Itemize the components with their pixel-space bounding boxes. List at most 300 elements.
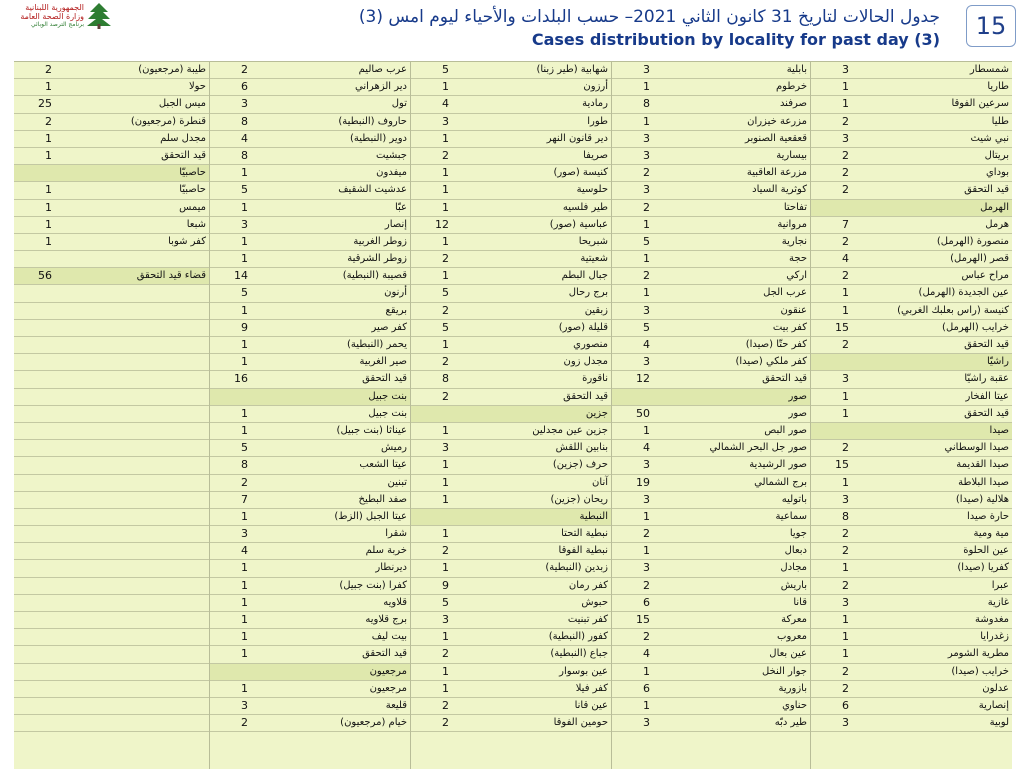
case-count [210, 664, 251, 680]
case-count: 3 [241, 698, 248, 712]
locality-name: جوار النخل [761, 665, 807, 677]
table-row [612, 79, 810, 96]
table-row [612, 234, 810, 251]
table-row [811, 595, 1012, 612]
case-count: 8 [643, 97, 650, 111]
locality-name: صيدا الوسطاني [944, 442, 1009, 454]
case-count: 2 [842, 441, 849, 455]
table-row [612, 423, 810, 440]
locality-name: قيد التحقق [161, 149, 206, 161]
locality-name: ريحان (جزين) [550, 493, 608, 505]
case-count: 16 [234, 372, 248, 386]
table-row [411, 337, 611, 354]
case-count: 3 [842, 372, 849, 386]
table-row [210, 560, 410, 577]
case-count: 1 [643, 114, 650, 128]
table-row [210, 337, 410, 354]
case-count: 3 [842, 716, 849, 730]
table-row [210, 371, 410, 388]
empty-row [14, 320, 209, 337]
locality-name: خرايب (صيدا) [951, 665, 1009, 677]
table-row [612, 578, 810, 595]
table-column [14, 62, 209, 769]
table-row [411, 595, 611, 612]
locality-name: جبشيت [376, 149, 407, 161]
locality-name: مجدل زون [563, 356, 608, 368]
locality-name: عين قانا [574, 699, 608, 711]
table-row [411, 234, 611, 251]
case-count: 8 [442, 372, 449, 386]
empty-row [14, 509, 209, 526]
table-row [411, 715, 611, 732]
case-count: 2 [842, 269, 849, 283]
case-count: 12 [636, 372, 650, 386]
locality-name: شقرا [385, 528, 407, 540]
locality-name: غازية [987, 596, 1009, 608]
table-row [612, 406, 810, 423]
table-row [811, 371, 1012, 388]
case-count: 3 [643, 63, 650, 76]
case-count: 2 [842, 527, 849, 541]
case-count: 4 [643, 338, 650, 351]
locality-name: قصيبة (النبطية) [342, 270, 407, 282]
table-row [612, 285, 810, 302]
case-count: 1 [842, 475, 849, 489]
locality-name: عقبة راشيّا [964, 373, 1009, 385]
table-row [612, 629, 810, 646]
case-count: 1 [442, 630, 449, 644]
locality-name: كفريا (صيدا) [957, 562, 1009, 574]
case-count: 2 [442, 303, 449, 317]
locality-name: باتوليه [781, 493, 807, 505]
table-row [411, 182, 611, 199]
locality-name: عرب الجل [763, 287, 807, 299]
title-english: Cases distribution by locality for past day (3) [531, 30, 940, 49]
locality-name: تول [391, 98, 407, 110]
locality-name: بريتال [984, 149, 1009, 161]
table-row [14, 79, 209, 96]
table-column [810, 62, 1012, 769]
case-count: 3 [643, 716, 650, 730]
case-count: 1 [442, 234, 449, 248]
table-row [612, 526, 810, 543]
district-header-row [811, 423, 1012, 440]
case-count: 2 [643, 578, 650, 592]
case-count: 1 [241, 630, 248, 644]
locality-name: ناقورة [582, 373, 608, 385]
case-count: 2 [643, 200, 650, 214]
table-row [811, 303, 1012, 320]
locality-name: طليا [991, 115, 1009, 127]
locality-name: رمادية [582, 98, 608, 110]
table-row [14, 96, 209, 113]
locality-name: حارة صيدا [966, 510, 1009, 522]
case-count: 1 [241, 561, 248, 575]
locality-name: جزين عين مجدلين [532, 424, 608, 436]
case-count: 8 [842, 509, 849, 523]
table-row [811, 217, 1012, 234]
case-count: 4 [241, 544, 248, 558]
table-row [411, 560, 611, 577]
table-row [612, 371, 810, 388]
district-header-row [411, 509, 611, 526]
table-row [811, 96, 1012, 113]
table-row [411, 457, 611, 474]
case-count: 4 [442, 97, 449, 111]
locality-name: قضاء قيد التحقق [136, 270, 206, 282]
table-row [411, 200, 611, 217]
table-row [811, 543, 1012, 560]
case-count: 1 [241, 234, 248, 248]
locality-name: شمسطار [969, 64, 1009, 75]
empty-row [14, 492, 209, 509]
locality-name: زغدرايا [980, 631, 1009, 643]
table-row [210, 492, 410, 509]
case-count: 1 [842, 406, 849, 420]
locality-name: مطرية الشومر [947, 648, 1009, 660]
case-count: 1 [842, 286, 849, 300]
table-row [612, 148, 810, 165]
table-row [811, 285, 1012, 302]
case-count: 2 [442, 252, 449, 266]
case-count: 1 [442, 458, 449, 472]
case-count: 2 [842, 114, 849, 128]
locality-name: رميش [381, 442, 407, 454]
case-count: 1 [643, 423, 650, 437]
table-row [612, 492, 810, 509]
table-row [411, 62, 611, 79]
locality-name: برج قلاويه [365, 614, 407, 625]
table-row [612, 715, 810, 732]
locality-name: زبدين (النبطية) [545, 562, 608, 574]
locality-name: قيد التحقق [362, 648, 407, 660]
case-count: 2 [643, 527, 650, 541]
case-count: 3 [241, 527, 248, 541]
locality-name: كفور (النبطية) [548, 631, 608, 643]
case-count: 2 [442, 148, 449, 162]
empty-row [14, 595, 209, 612]
locality-name: نبي شيث [970, 132, 1009, 144]
case-count: 3 [842, 595, 849, 609]
table-row [811, 389, 1012, 406]
table-row [210, 217, 410, 234]
table-row [612, 354, 810, 371]
table-row [14, 62, 209, 79]
case-count: 5 [643, 320, 650, 334]
locality-name: هرمل [985, 218, 1009, 230]
table-row [811, 337, 1012, 354]
table-row [210, 646, 410, 663]
case-count: 25 [38, 97, 52, 111]
table-row [411, 492, 611, 509]
locality-name: صور جل البحر الشمالي [709, 442, 807, 454]
table-row [411, 475, 611, 492]
table-row [811, 148, 1012, 165]
table-row [210, 62, 410, 79]
locality-name: عيتا الشعب [359, 459, 407, 471]
table-row [612, 303, 810, 320]
case-count: 2 [842, 338, 849, 351]
case-count: 1 [45, 131, 52, 145]
table-row [210, 595, 410, 612]
table-row [612, 509, 810, 526]
case-count: 8 [241, 114, 248, 128]
table-row [210, 285, 410, 302]
locality-name: حبوش [581, 596, 608, 608]
locality-name: عدشيت الشقيف [338, 184, 407, 196]
locality-name: آنان [592, 476, 608, 488]
locality-name: طورا [587, 115, 608, 127]
table-row [811, 526, 1012, 543]
case-count: 1 [442, 200, 449, 214]
locality-name: قيد التحقق [563, 390, 608, 402]
locality-name: بوداي [985, 167, 1009, 179]
case-count: 7 [241, 492, 248, 506]
empty-row [14, 337, 209, 354]
case-count: 2 [842, 166, 849, 180]
locality-name: مزرعة العاقبية [746, 167, 807, 179]
empty-row [14, 646, 209, 663]
logo-line-program: برنامج الترصد الوبائي [30, 21, 84, 28]
case-count: 3 [442, 114, 449, 128]
table-row [811, 457, 1012, 474]
locality-name: مزرعة خيزران [747, 115, 807, 127]
locality-name: قعقعية الصنوبر [744, 132, 807, 144]
locality-name: باريش [780, 579, 807, 591]
table-row [811, 406, 1012, 423]
case-count: 2 [442, 647, 449, 661]
table-row [811, 646, 1012, 663]
table-row [210, 440, 410, 457]
case-count: 9 [442, 578, 449, 592]
case-count: 1 [442, 561, 449, 575]
case-count: 1 [442, 269, 449, 283]
table-row [411, 148, 611, 165]
locality-name: كفر ملكي (صيدا) [735, 356, 807, 368]
locality-name: تفاحتا [783, 201, 807, 213]
case-count: 3 [842, 63, 849, 76]
table-row [210, 234, 410, 251]
case-count: 2 [45, 114, 52, 128]
table-row [811, 492, 1012, 509]
locality-name: إنصارية [978, 699, 1009, 711]
locality-name: برج رحال [568, 287, 608, 299]
table-row [811, 268, 1012, 285]
locality-name: خرطوم [775, 81, 807, 93]
table-row [612, 268, 810, 285]
table-row [411, 698, 611, 715]
case-count: 1 [241, 647, 248, 661]
locality-name: صيدا البلاطة [958, 476, 1009, 488]
locality-name: جويا [789, 528, 807, 540]
empty-row [14, 389, 209, 406]
case-count: 3 [643, 458, 650, 472]
locality-name: بنت جبيل [368, 390, 407, 402]
locality-name: مجادل [780, 562, 807, 574]
locality-name: قيد التحقق [964, 407, 1009, 419]
case-count: 2 [842, 544, 849, 558]
locality-name: منصورة (الهرمل) [936, 235, 1009, 247]
locality-name: معروب [777, 631, 807, 643]
case-count: 1 [241, 406, 248, 420]
locality-name: عبرا [991, 579, 1009, 591]
locality-name: صور [788, 390, 807, 402]
locality-name: حاصبيّا [179, 167, 206, 179]
title-arabic: جدول الحالات لتاريخ 31 كانون الثاني 2021– حسب البلدات والأحياء ليوم امس (3) [358, 7, 940, 27]
locality-name: ميمس [179, 201, 206, 213]
logo-line-ministry: وزارة الصحة العامة [20, 11, 84, 21]
case-count: 1 [241, 613, 248, 626]
locality-name: كفر شوبا [168, 235, 206, 247]
table-row [210, 303, 410, 320]
case-count: 5 [241, 286, 248, 300]
locality-name: عرب صاليم [358, 64, 407, 75]
locality-name: مغدوشة [975, 614, 1009, 625]
locality-name: عيتا الجبل (الزط) [334, 510, 407, 522]
case-count: 2 [842, 578, 849, 592]
table-row [210, 268, 410, 285]
case-count: 1 [442, 664, 449, 678]
table-row [811, 715, 1012, 732]
case-count: 5 [643, 234, 650, 248]
case-count [411, 406, 452, 422]
locality-name: قنطرة (مرجعيون) [130, 115, 206, 127]
table-row [811, 234, 1012, 251]
locality-name: مرجعيون [369, 665, 407, 677]
case-count: 56 [38, 269, 52, 283]
locality-name: بيت ليف [371, 631, 407, 643]
case-count: 1 [241, 578, 248, 592]
table-row [210, 96, 410, 113]
table-row [612, 114, 810, 131]
empty-row [14, 285, 209, 302]
locality-name: صيدا [989, 424, 1009, 436]
case-count: 3 [643, 303, 650, 317]
case-count: 1 [842, 561, 849, 575]
table-row [612, 251, 810, 268]
case-count [14, 251, 55, 267]
case-count: 1 [241, 252, 248, 266]
locality-name: صفد البطيخ [358, 493, 407, 505]
case-count: 4 [842, 252, 849, 266]
case-count: 1 [45, 234, 52, 248]
locality-name: قيد التحقق [762, 373, 807, 385]
case-count: 1 [442, 338, 449, 351]
district-header-row [210, 664, 410, 681]
case-count: 8 [241, 458, 248, 472]
table-row [411, 389, 611, 406]
table-row [210, 526, 410, 543]
locality-name: قليلة (صور) [558, 321, 608, 333]
case-count: 2 [842, 234, 849, 248]
locality-name: نجارية [781, 235, 807, 247]
empty-row [14, 629, 209, 646]
case-count: 1 [643, 217, 650, 231]
empty-row [14, 681, 209, 698]
table-row [210, 543, 410, 560]
locality-name: صور [788, 407, 807, 419]
table-row [210, 182, 410, 199]
locality-name: عين الحلوة [963, 545, 1009, 557]
locality-name: بابلية [786, 64, 807, 75]
case-count: 1 [842, 303, 849, 317]
empty-row [14, 698, 209, 715]
locality-name: راشيّا [986, 356, 1009, 368]
table-row [210, 200, 410, 217]
case-count: 50 [636, 406, 650, 420]
table-row [411, 268, 611, 285]
table-row [411, 114, 611, 131]
table-column [209, 62, 410, 769]
district-header-row [210, 389, 410, 406]
table-row [411, 612, 611, 629]
table-row [612, 96, 810, 113]
case-count: 1 [842, 613, 849, 626]
locality-name: بنابين اللقش [555, 442, 608, 454]
locality-name: حاصبيّا [179, 184, 206, 196]
case-count: 2 [442, 698, 449, 712]
case-count: 1 [442, 475, 449, 489]
locality-name: عدلون [982, 682, 1009, 694]
case-count: 5 [442, 63, 449, 76]
case-count: 3 [643, 561, 650, 575]
cedar-icon [86, 2, 112, 30]
case-count: 1 [842, 630, 849, 644]
case-count: 1 [442, 183, 449, 197]
locality-name: حومين الفوقا [553, 717, 608, 729]
locality-name: دير الزهراني [355, 81, 407, 93]
locality-name: شعيتية [580, 253, 608, 265]
table-row [811, 251, 1012, 268]
case-count: 2 [643, 630, 650, 644]
table-row [210, 612, 410, 629]
locality-name: عيناثا (بنت جبيل) [336, 424, 407, 436]
case-count: 2 [842, 148, 849, 162]
table-row [811, 560, 1012, 577]
locality-name: كفر حتّا (صيدا) [745, 339, 807, 350]
table-row [411, 96, 611, 113]
table-row [411, 681, 611, 698]
table-row [411, 440, 611, 457]
case-count [811, 354, 852, 370]
empty-row [14, 423, 209, 440]
empty-row [14, 371, 209, 388]
case-count: 1 [643, 698, 650, 712]
locality-name: طيبة (مرجعيون) [138, 64, 206, 75]
table-row [612, 62, 810, 79]
table-row [210, 698, 410, 715]
locality-name: دير قانون النهر [546, 132, 608, 144]
case-count: 1 [241, 423, 248, 437]
district-header-row [612, 389, 810, 406]
case-count: 2 [45, 63, 52, 76]
ministry-logo [8, 2, 112, 32]
table-row [14, 131, 209, 148]
empty-row [14, 715, 209, 732]
table-row [811, 440, 1012, 457]
case-count: 8 [241, 148, 248, 162]
district-header-row [14, 268, 209, 285]
case-count: 2 [442, 355, 449, 369]
table-row [612, 200, 810, 217]
locality-name: صيدا القديمة [956, 459, 1009, 471]
locality-name: منصوري [573, 339, 608, 350]
table-row [811, 578, 1012, 595]
locality-name: عيتا الفخار [965, 390, 1009, 402]
table-row [612, 681, 810, 698]
locality-name: عباسية (صور) [549, 218, 608, 230]
case-count: 1 [442, 423, 449, 437]
